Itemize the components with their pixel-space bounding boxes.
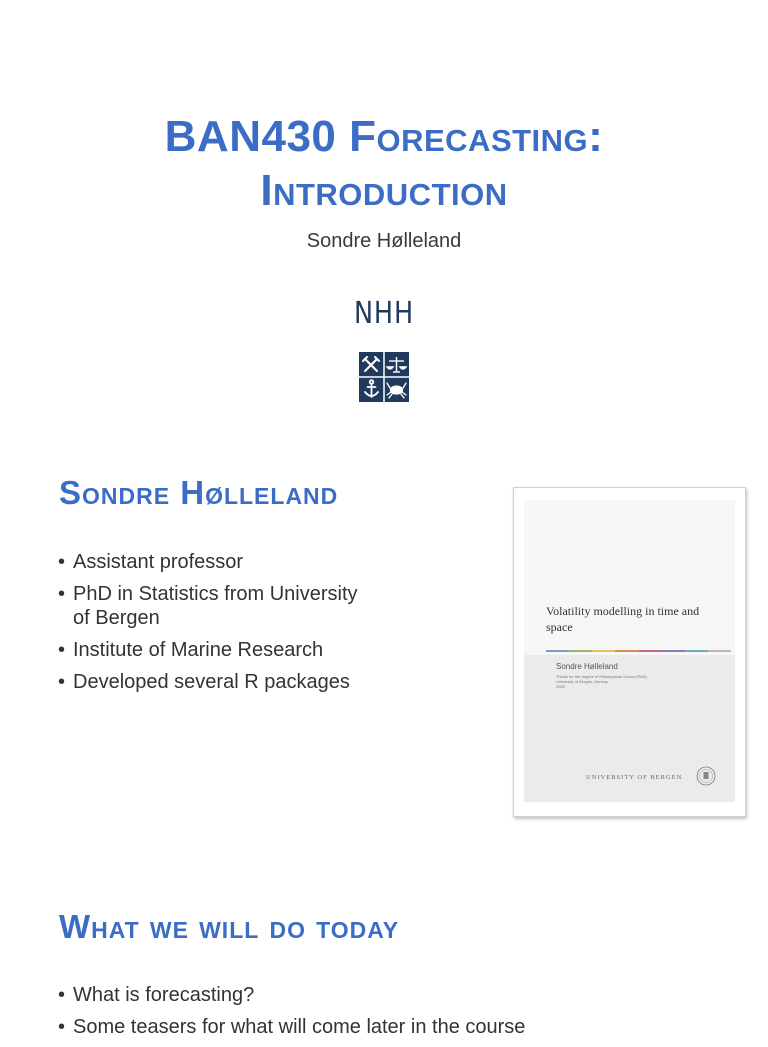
thesis-author: Sondre Hølleland [556,662,618,671]
stripe-segment [592,650,615,652]
today-slide-title: What we will do today [59,908,400,945]
stripe-segment [708,650,731,652]
stripe-segment [685,650,708,652]
stripe-segment [546,650,569,652]
thesis-subtitle-line: Thesis for the degree of Philosophiae Doctor (PhD) [556,674,647,679]
thesis-subtitle-line: University of Bergen, Norway [556,679,608,684]
thesis-title: Volatility modelling in time and space [546,604,700,634]
today-bullet-list [56,983,696,1047]
stripe-segment [662,650,685,652]
nhh-emblem-icon [359,352,409,402]
list-item: • PhD in Statistics from University of Bergen [56,582,376,630]
stripe-segment [569,650,592,652]
stripe-segment [615,650,638,652]
thesis-subtitle [556,674,647,689]
nhh-logo-text: NHH [354,296,414,331]
presentation-title [0,110,768,218]
list-item: • What is forecasting? [56,983,696,1007]
list-item: • Developed several R packages [56,670,376,694]
thesis-cover-image [513,487,746,817]
list-item: • Institute of Marine Research [56,638,376,662]
bio-slide-title: Sondre Hølleland [59,474,339,511]
university-seal-icon [696,766,716,786]
title-line-2: Introduction [260,166,508,215]
thesis-university: UNIVERSITY OF BERGEN [586,774,683,781]
today-slide [0,850,768,1038]
author-name: Sondre Hølleland [306,230,462,252]
list-item: • Assistant professor [56,550,376,574]
bio-slide [0,440,768,850]
stripe-segment [639,650,662,652]
thesis-color-stripe [546,650,731,652]
title-slide [0,0,768,440]
list-item: • Some teasers for what will come later in the course [56,1015,696,1039]
title-line-1: BAN430 Forecasting: [164,112,604,161]
bio-bullet-list [56,550,376,702]
thesis-subtitle-line: 2020 [556,684,565,689]
